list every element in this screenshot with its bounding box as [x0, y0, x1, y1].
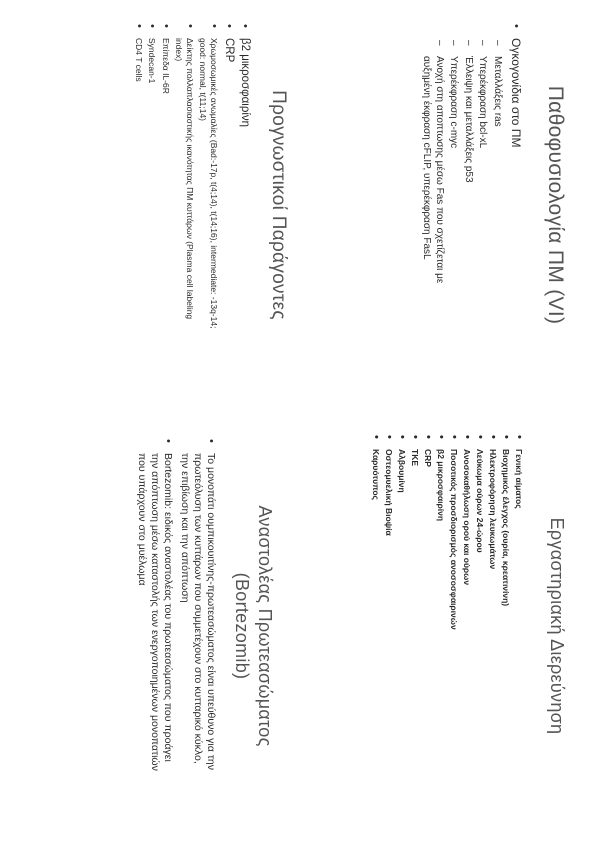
slide-title: Αναστολέας Πρωτεασώματος [255, 505, 275, 747]
list-item: • CRP [222, 22, 235, 390]
list-item: • CRP [422, 433, 433, 811]
list-item: • Οστεομυελική Βιοψία [383, 433, 394, 811]
slide-title: Εργαστηριακή Διερεύνηση [547, 517, 567, 735]
list-item: • TKE [409, 433, 420, 811]
list-item: • Ποσοτικός προσδιορισμός ανοσοσφαιρινών [448, 433, 459, 811]
list-item: • Ανοσοκαθήλωση ορού και ούρων [461, 433, 472, 811]
list-item: • β2 μικροσφαιρίνη [435, 433, 446, 811]
list-item: • Καρυότυπος [370, 433, 381, 811]
list-item: • Αλβουμίνη [396, 433, 407, 811]
bullet-list [134, 22, 252, 390]
list-item: • Ογκογονίδια στο ΠΜ [508, 22, 523, 386]
list-item: • Ηλεκτροφόρηση λευκωμάτων [487, 433, 498, 811]
list-item: • Δείκτης πολλαπλασιαστικής ικανότητας ΠΜ κυττάρων (Plasma cell labeling index) [174, 22, 195, 338]
list-item: • Επίπεδα IL-6R [161, 22, 172, 390]
list-item: • Γενική αίματος [513, 433, 524, 811]
list-item: • β2 μικροσφαιρίνη [238, 22, 251, 390]
slide-title: Προγνωστικοί Παράγοντες [268, 90, 289, 320]
list-item: • Βιοχημικός έλεγχος (ουρία, κρεατινίνη) [500, 433, 511, 811]
list-item: • Λεύκωμα ούρων 24-ώρου [474, 433, 485, 811]
slide-lab-investigation [299, 421, 595, 831]
list-item: • Χρωμοσωμικές ανωμαλίες (Bad:-17p, t(4;14), t(14;16), intermediate: -13q-14; good: normal, t(11;14) [198, 22, 219, 338]
list-item: • Το μονοπάτι ουμπικουιτίνης-πρωτεασώματος είναι υπεύθυνο για την πρωτεόλυση των κυττάρων που συμμετέχουν στο κυτταρικό κύκλο, την επιβίωση και την απόπτωση [178, 437, 217, 771]
slide-subtitle: (Bortezomib) [232, 572, 252, 680]
bullet-list [370, 433, 524, 811]
sub-item: – Έλλειψη και μεταλλάξεις p53 [462, 22, 475, 386]
slide-prognostic-factors [1, 0, 295, 410]
bullet-list [135, 437, 217, 771]
sub-item: – Υπερέκφραση c-myc [447, 22, 460, 386]
list-item: • CD4 T cells [134, 22, 145, 390]
sub-item: – Μεταλλάξεις ras [491, 22, 504, 386]
list-item: • Syndecan-1 [147, 22, 158, 390]
slide-pathophysiology [299, 0, 595, 410]
sub-item: – Ανοχή στη αποπτωσης μέσω Fas που σχετίζεται με αυξημένη έκφραση cFLIP, υπερέκφραση FasL [420, 22, 445, 286]
sub-item: – Υπερέκφραση bcl-xL [476, 22, 489, 386]
slide-title: Παθοφυσιολογία ΠΜ (VI) [544, 85, 567, 325]
slide-proteasome-inhibitor [1, 421, 295, 831]
bullet-list [420, 22, 523, 386]
list-item: • Bortezomib: ειδικός αναστολέας του πρωτεασώματος που προάγει την απόπτωση μέσω καταστολής των ενεργοποιημένων μονοπατιών που υπάρχουν στο μυέλωμα [135, 437, 174, 771]
